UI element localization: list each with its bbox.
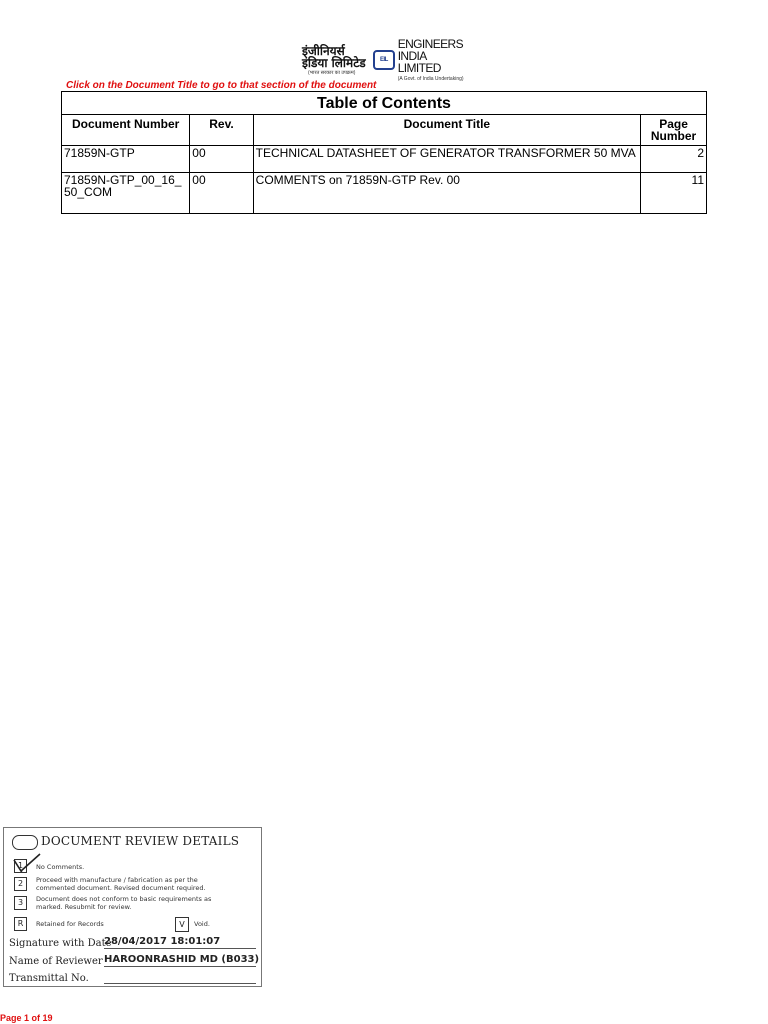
transmittal-label: Transmittal No. [9, 973, 89, 984]
cell-page-number: 11 [641, 172, 706, 213]
table-row [62, 172, 706, 213]
option-text-2: Proceed with manufacture / fabrication as per the commented document. Revised document required. [36, 876, 206, 892]
col-header-rev: Rev. [190, 115, 253, 145]
logo-english-sub: (A Govt. of India Undertaking) [397, 76, 464, 82]
reviewer-value: HAROONRASHID MD (B033) [104, 954, 260, 965]
document-review-stamp [3, 827, 262, 987]
signature-value: 28/04/2017 18:01:07 [104, 936, 221, 947]
logo-english-text [398, 38, 470, 82]
toc-header-row [62, 115, 706, 145]
signature-line [104, 948, 256, 949]
option-text-3: Document does not conform to basic requirements as marked. Resubmit for review. [36, 895, 212, 911]
col-header-page-number: Page Number [641, 115, 706, 145]
cell-rev: 00 [190, 172, 253, 213]
option-text-v: Void. [194, 920, 210, 928]
logo-hindi-text [300, 43, 370, 77]
option-box-1: 1 [14, 859, 27, 873]
doc-title-link[interactable]: TECHNICAL DATASHEET OF GENERATOR TRANSFORMER 50 MVA [253, 145, 640, 172]
eil-emblem-icon [12, 835, 38, 850]
option-text-1: No Comments. [36, 863, 85, 871]
table-row [62, 145, 706, 172]
logo-hindi-line1: इंजीनियर्स [302, 44, 345, 58]
transmittal-line [104, 983, 256, 984]
reviewer-line [104, 966, 256, 967]
signature-label: Signature with Date [9, 938, 112, 949]
review-stamp-title: DOCUMENT REVIEW DETAILS [41, 834, 240, 848]
logo-hindi-line2: इंडिया लिमिटेड [302, 56, 366, 70]
option-box-r: R [14, 917, 27, 931]
cell-rev: 00 [190, 145, 253, 172]
company-logo [300, 37, 470, 82]
logo-hindi-sub: (भारत सरकार का उपक्रम) [308, 70, 356, 76]
cell-page-number: 2 [641, 145, 706, 172]
toc-title: Table of Contents [62, 92, 706, 115]
table-of-contents [61, 91, 707, 214]
reviewer-label: Name of Reviewer [9, 956, 103, 967]
option-box-2: 2 [14, 877, 27, 891]
emblem-text: EIL [380, 57, 388, 63]
doc-title-link[interactable]: COMMENTS on 71859N-GTP Rev. 00 [253, 172, 640, 213]
cell-doc-number: 71859N-GTP_00_16_50_COM [62, 172, 190, 213]
option-text-r: Retained for Records [36, 920, 104, 928]
cell-doc-number: 71859N-GTP [62, 145, 190, 172]
col-header-doc-number: Document Number [62, 115, 190, 145]
eil-emblem-icon [373, 50, 395, 70]
page-indicator: Page 1 of 19 [0, 1013, 53, 1023]
option-box-v: V [175, 917, 189, 932]
logo-english-line2: INDIA LIMITED [397, 49, 441, 75]
option-box-3: 3 [14, 896, 27, 910]
toc-instruction: Click on the Document Title to go to that section of the document [66, 80, 377, 91]
toc-table [62, 115, 706, 213]
col-header-doc-title: Document Title [253, 115, 640, 145]
logo-english-line1: ENGINEERS [397, 37, 463, 51]
